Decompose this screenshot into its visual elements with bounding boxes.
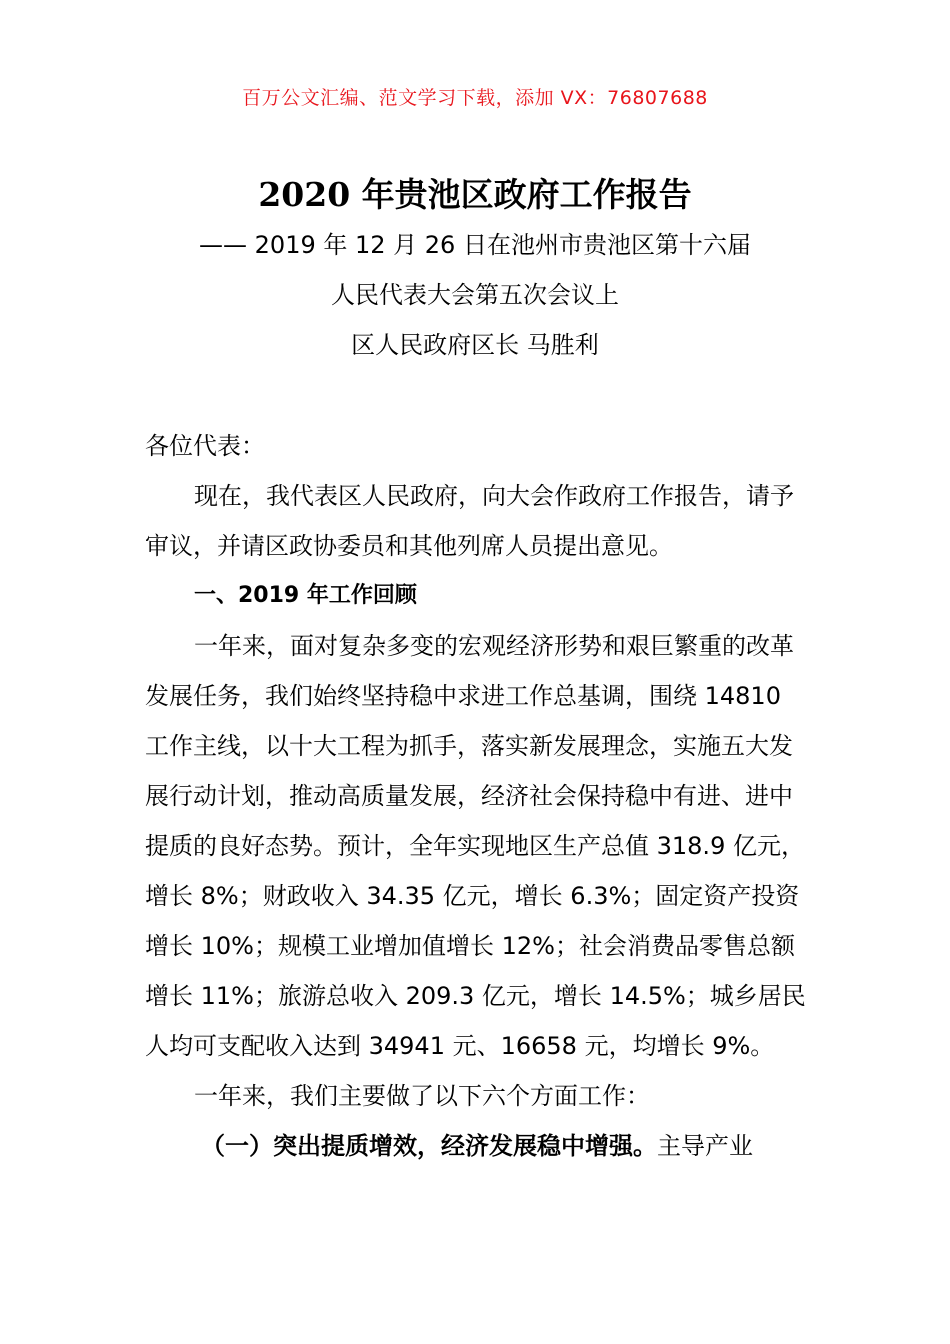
subtitle-line-1: —— 2019 年 12 月 26 日在池州市贵池区第十六届 — [199, 231, 751, 259]
subtitle-line-2: 人民代表大会第五次会议上 — [331, 281, 619, 309]
salutation: 各位代表： — [145, 432, 265, 460]
subtitle-line-3: 区人民政府区长 马胜利 — [351, 331, 599, 359]
review-paragraph: 一年来，面对复杂多变的宏观经济形势和艰巨繁重的改革发展任务，我们始终坚持稳中求进工作总基调，围绕 14810 工作主线，以十大工程为抓手，落实新发展理念，实施五大发展行动计划，推动高质量发展，经济社会保持稳中有进、进中提质的良好态势。预计，全年实现地区生产总值 318.9 亿元，增长 8%；财政收入 34.35 亿元，增长 6.3%；固定资产投资增长 10%；规模工业增加值增长 12%；社会消费品零售总额增长 11%；旅游总收入 209.3 亿元，增长 14.5%；城乡居民人均可支配收入达到 34941 元、16658 元，均增长 9%。 — [145, 632, 806, 1060]
subsection-text: 主导产业 — [657, 1132, 753, 1160]
document-title: 2020 年贵池区政府工作报告 — [258, 175, 692, 214]
section-heading-review: 一、2019 年工作回顾 — [194, 583, 417, 608]
subsection-heading: （一）突出提质增效，经济发展稳中增强。 — [201, 1132, 657, 1160]
six-aspects-paragraph: 一年来，我们主要做了以下六个方面工作： — [194, 1082, 650, 1110]
subsection-paragraph — [145, 1121, 810, 1171]
document-body — [145, 421, 810, 1171]
intro-paragraph: 现在，我代表区人民政府，向大会作政府工作报告，请予审议，并请区政协委员和其他列席人员提出意见。 — [145, 482, 794, 560]
watermark-header: 百万公文汇编、范文学习下载，添加 VX：76807688 — [242, 87, 708, 109]
